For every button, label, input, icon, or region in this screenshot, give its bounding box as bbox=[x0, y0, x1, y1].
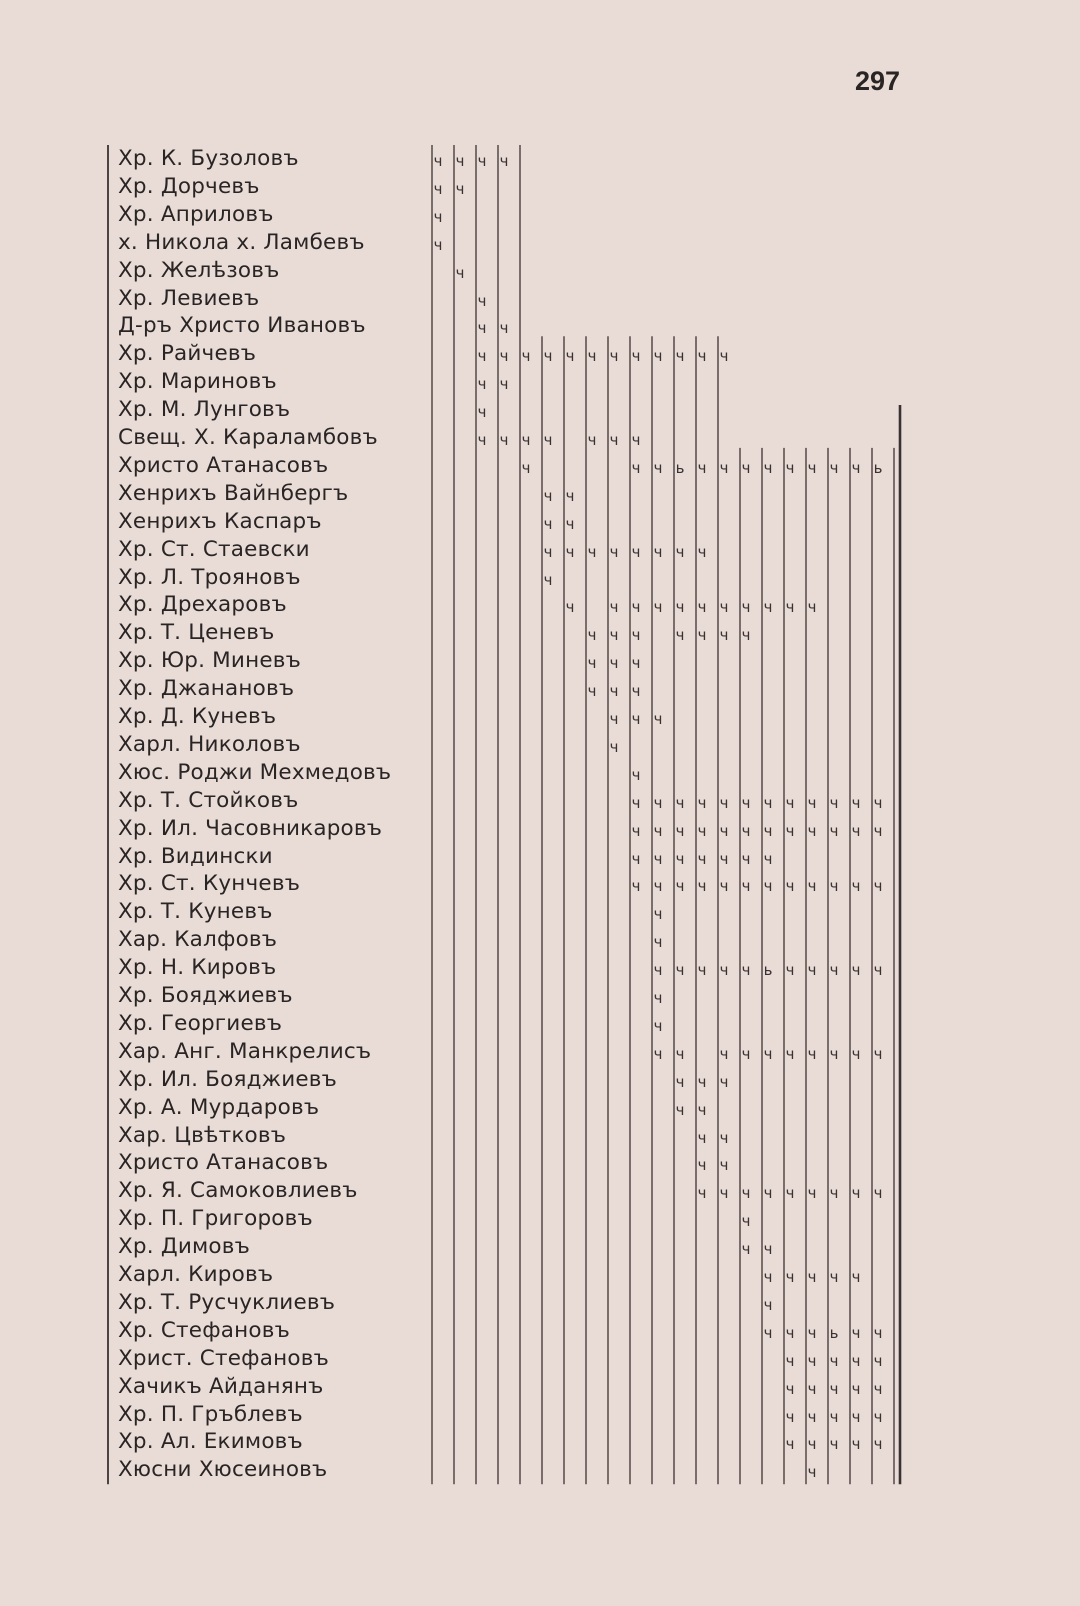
attendance-mark: ч bbox=[829, 793, 839, 812]
attendance-mark: ч bbox=[763, 1240, 773, 1259]
attendance-mark: ч bbox=[807, 961, 817, 980]
attendance-mark: ч bbox=[741, 626, 751, 645]
attendance-mark: ч bbox=[785, 821, 795, 840]
attendance-mark: ч bbox=[719, 626, 729, 645]
attendance-mark: ч bbox=[675, 598, 685, 617]
attendance-mark: ч bbox=[807, 1268, 817, 1286]
person-name: Хачикъ Айданянъ bbox=[118, 1373, 324, 1399]
attendance-mark: ч bbox=[609, 347, 619, 366]
attendance-mark: ч bbox=[433, 207, 443, 226]
attendance-mark: ч bbox=[675, 1100, 685, 1119]
person-name: Хр. Дорчевъ bbox=[118, 173, 260, 199]
person-name: х. Никола х. Ламбевъ bbox=[118, 229, 365, 255]
person-name: Хар. Цвѣтковъ bbox=[118, 1122, 287, 1148]
attendance-mark: ч bbox=[697, 1184, 707, 1203]
attendance-mark: ч bbox=[609, 710, 619, 728]
attendance-mark: ч bbox=[763, 793, 773, 812]
attendance-mark: ч bbox=[851, 1379, 861, 1398]
person-name: Хр. Райчевъ bbox=[118, 341, 257, 367]
attendance-mark: ч bbox=[631, 542, 641, 561]
attendance-mark: ч bbox=[675, 877, 685, 896]
attendance-mark: ч bbox=[785, 458, 795, 477]
attendance-mark: ч bbox=[609, 598, 619, 617]
attendance-mark: ч bbox=[697, 821, 707, 840]
attendance-mark: ч bbox=[807, 1435, 817, 1454]
attendance-mark: ч bbox=[697, 598, 707, 617]
attendance-mark: ч bbox=[807, 1407, 817, 1426]
attendance-mark: ч bbox=[763, 458, 773, 477]
attendance-mark: ч bbox=[873, 1044, 883, 1063]
attendance-mark: ч bbox=[631, 431, 641, 449]
attendance-mark: ч bbox=[565, 542, 575, 561]
attendance-mark: ч bbox=[631, 710, 641, 728]
person-name: Хр. Дрехаровъ bbox=[118, 592, 287, 618]
attendance-mark: ч bbox=[873, 1435, 883, 1454]
attendance-mark: ч bbox=[631, 626, 641, 645]
person-name: Харл. Кировъ bbox=[118, 1262, 274, 1287]
person-name: Хар. Калфовъ bbox=[118, 927, 278, 953]
attendance-mark: ч bbox=[499, 152, 509, 170]
attendance-mark: ч bbox=[829, 1351, 839, 1370]
attendance-mark: ч bbox=[653, 821, 663, 840]
attendance-mark: ч bbox=[609, 626, 619, 645]
attendance-mark: ч bbox=[763, 877, 773, 896]
person-name: Хенрихъ Каспаръ bbox=[118, 508, 322, 534]
attendance-mark: ч bbox=[741, 849, 751, 868]
attendance-mark: ч bbox=[477, 431, 487, 449]
attendance-mark: ч bbox=[455, 179, 465, 198]
attendance-mark: ч bbox=[785, 961, 795, 980]
attendance-mark: ч bbox=[521, 458, 531, 477]
attendance-mark: ч bbox=[719, 1128, 729, 1147]
attendance-mark: ч bbox=[631, 793, 641, 812]
attendance-mark: ч bbox=[785, 1268, 795, 1286]
attendance-mark: ч bbox=[653, 877, 663, 896]
person-name: Хр. Т. Стойковъ bbox=[118, 787, 299, 813]
attendance-mark: ч bbox=[631, 877, 641, 896]
attendance-mark: ч bbox=[873, 1323, 883, 1342]
person-name: Хр. Ил. Бояджиевъ bbox=[118, 1066, 338, 1092]
attendance-mark: ч bbox=[675, 961, 685, 980]
attendance-mark: ч bbox=[697, 1100, 707, 1119]
attendance-mark: ч bbox=[785, 598, 795, 617]
attendance-mark: ь bbox=[829, 1323, 839, 1342]
attendance-mark: ь bbox=[675, 458, 685, 477]
person-name: Хр. Т. Куневъ bbox=[118, 899, 273, 925]
person-name: Хр. Д. Куневъ bbox=[118, 704, 277, 729]
attendance-mark: ч bbox=[741, 793, 751, 812]
attendance-mark: ч bbox=[587, 682, 597, 701]
attendance-mark: ч bbox=[873, 1351, 883, 1370]
attendance-mark: ч bbox=[719, 961, 729, 980]
attendance-mark: ч bbox=[609, 654, 619, 673]
attendance-mark: ч bbox=[785, 1323, 795, 1342]
attendance-mark: ч bbox=[653, 905, 663, 924]
attendance-mark: ч bbox=[455, 152, 465, 170]
attendance-mark: ч bbox=[587, 542, 597, 561]
attendance-mark: ч bbox=[587, 626, 597, 645]
person-name: Хар. Анг. Манкрелисъ bbox=[118, 1038, 372, 1064]
attendance-mark: ч bbox=[873, 961, 883, 980]
attendance-mark: ч bbox=[631, 598, 641, 617]
attendance-mark: ч bbox=[477, 152, 487, 170]
attendance-mark: ч bbox=[631, 682, 641, 701]
attendance-mark: ч bbox=[829, 1184, 839, 1203]
person-name: Христо Атанасовъ bbox=[118, 452, 329, 478]
person-name: Хр. Ст. Стаевски bbox=[118, 536, 310, 562]
attendance-mark: ч bbox=[829, 1435, 839, 1454]
attendance-mark: ч bbox=[873, 1184, 883, 1203]
person-name: Хр. Юр. Миневъ bbox=[118, 648, 302, 674]
attendance-mark: ч bbox=[829, 821, 839, 840]
person-name: Хр. Джанановъ bbox=[118, 676, 295, 702]
attendance-mark: ч bbox=[741, 458, 751, 477]
attendance-mark: ч bbox=[719, 1044, 729, 1063]
person-name: Хр. Ст. Кунчевъ bbox=[118, 871, 301, 897]
attendance-mark: ч bbox=[785, 1351, 795, 1370]
attendance-mark: ч bbox=[675, 1072, 685, 1091]
attendance-mark: ч bbox=[543, 431, 553, 449]
attendance-mark: ч bbox=[741, 1212, 751, 1231]
attendance-mark: ч bbox=[807, 1184, 817, 1203]
attendance-mark: ч bbox=[477, 291, 487, 310]
attendance-mark: ч bbox=[719, 1072, 729, 1091]
attendance-mark: ч bbox=[763, 1295, 773, 1314]
person-name: Хюс. Роджи Мехмедовъ bbox=[118, 759, 392, 785]
attendance-mark: ч bbox=[851, 1407, 861, 1426]
attendance-mark: ч bbox=[741, 1240, 751, 1259]
attendance-mark: ч bbox=[807, 458, 817, 477]
attendance-mark: ч bbox=[631, 654, 641, 673]
attendance-mark: ч bbox=[851, 1323, 861, 1342]
attendance-mark: ч bbox=[741, 961, 751, 980]
attendance-mark: ч bbox=[851, 1268, 861, 1286]
attendance-mark: ч bbox=[741, 1184, 751, 1203]
attendance-mark: ч bbox=[675, 821, 685, 840]
person-name: Хр. П. Григоровъ bbox=[118, 1206, 313, 1232]
attendance-mark: ч bbox=[851, 1044, 861, 1063]
attendance-mark: ч bbox=[697, 347, 707, 366]
attendance-mark: ч bbox=[829, 458, 839, 477]
person-name: Хр. Л. Трояновъ bbox=[118, 564, 301, 590]
attendance-mark: ч bbox=[609, 682, 619, 701]
attendance-mark: ь bbox=[873, 458, 883, 477]
attendance-mark: ч bbox=[653, 793, 663, 812]
attendance-mark: ч bbox=[653, 849, 663, 868]
attendance-mark: ч bbox=[763, 1268, 773, 1286]
attendance-mark: ч bbox=[829, 1407, 839, 1426]
attendance-mark: ч bbox=[653, 710, 663, 728]
attendance-mark: ч bbox=[653, 1016, 663, 1035]
attendance-mark: ч bbox=[653, 961, 663, 980]
attendance-mark: ч bbox=[719, 793, 729, 812]
attendance-mark: ч bbox=[807, 1351, 817, 1370]
person-name: Хр. П. Гръблевъ bbox=[118, 1401, 303, 1427]
attendance-mark: ч bbox=[763, 821, 773, 840]
attendance-mark: ч bbox=[565, 347, 575, 366]
attendance-mark: ч bbox=[829, 1379, 839, 1398]
attendance-mark: ч bbox=[455, 263, 465, 282]
attendance-mark: ч bbox=[763, 849, 773, 868]
attendance-mark: ч bbox=[675, 849, 685, 868]
attendance-mark: ч bbox=[719, 849, 729, 868]
person-name: Хр. Левиевъ bbox=[118, 285, 260, 311]
attendance-mark: ч bbox=[807, 1044, 817, 1063]
attendance-mark: ч bbox=[763, 1323, 773, 1342]
attendance-mark: ч bbox=[763, 1044, 773, 1063]
attendance-mark: ч bbox=[785, 1435, 795, 1454]
person-name: Хр. Т. Ценевъ bbox=[118, 620, 275, 646]
person-name: Хр. Н. Кировъ bbox=[118, 955, 277, 981]
attendance-mark: ч bbox=[697, 1072, 707, 1091]
attendance-mark: ч bbox=[587, 431, 597, 449]
attendance-mark: ч bbox=[807, 1463, 817, 1482]
attendance-mark: ч bbox=[499, 431, 509, 449]
person-name: Хр. Желѣзовъ bbox=[118, 257, 280, 283]
attendance-mark: ч bbox=[521, 347, 531, 366]
person-name: Хр. А. Мурдаровъ bbox=[118, 1094, 320, 1120]
attendance-mark: ч bbox=[631, 765, 641, 784]
attendance-mark: ч bbox=[851, 1435, 861, 1454]
person-name: Хр. Т. Русчуклиевъ bbox=[118, 1289, 336, 1315]
person-name: Д-ръ Христо Ивановъ bbox=[118, 313, 366, 339]
attendance-mark: ч bbox=[543, 542, 553, 561]
attendance-mark: ч bbox=[543, 486, 553, 505]
attendance-mark: ч bbox=[631, 347, 641, 366]
attendance-mark: ч bbox=[719, 458, 729, 477]
attendance-mark: ч bbox=[697, 626, 707, 645]
attendance-mark: ч bbox=[433, 235, 443, 254]
person-name: Хенрихъ Вайнбергъ bbox=[118, 480, 349, 506]
attendance-mark: ч bbox=[807, 821, 817, 840]
attendance-mark: ч bbox=[675, 793, 685, 812]
attendance-mark: ч bbox=[499, 347, 509, 366]
attendance-mark: ч bbox=[653, 933, 663, 952]
attendance-mark: ч bbox=[807, 793, 817, 812]
attendance-mark: ч bbox=[477, 403, 487, 422]
attendance-mark: ч bbox=[807, 877, 817, 896]
attendance-mark: ч bbox=[477, 347, 487, 366]
person-name: Хр. Бояджиевъ bbox=[118, 983, 293, 1008]
attendance-mark: ч bbox=[697, 849, 707, 868]
attendance-mark: ч bbox=[543, 514, 553, 533]
attendance-mark: ч bbox=[675, 1044, 685, 1063]
person-name: Хр. Ил. Часовникаровъ bbox=[118, 815, 383, 841]
attendance-mark: ч bbox=[653, 542, 663, 561]
attendance-mark: ч bbox=[785, 1044, 795, 1063]
attendance-mark: ч bbox=[477, 319, 487, 338]
attendance-mark: ч bbox=[543, 347, 553, 366]
attendance-mark: ч bbox=[675, 347, 685, 366]
attendance-mark: ч bbox=[873, 821, 883, 840]
attendance-mark: ч bbox=[543, 570, 553, 589]
attendance-mark: ч bbox=[565, 598, 575, 617]
attendance-mark: ч bbox=[741, 598, 751, 617]
attendance-mark: ч bbox=[565, 514, 575, 533]
attendance-mark: ч bbox=[785, 1379, 795, 1398]
attendance-mark: ч bbox=[719, 598, 729, 617]
attendance-mark: ч bbox=[873, 877, 883, 896]
attendance-mark: ч bbox=[653, 989, 663, 1007]
person-name: Христо Атанасовъ bbox=[118, 1150, 329, 1176]
person-name: Хр. Георгиевъ bbox=[118, 1010, 283, 1036]
person-name: Свещ. Х. Караламбовъ bbox=[118, 425, 378, 450]
attendance-mark: ч bbox=[609, 431, 619, 449]
page-number: 297 bbox=[855, 66, 901, 96]
person-name: Хр. Видински bbox=[118, 843, 273, 869]
attendance-mark: ч bbox=[499, 375, 509, 394]
attendance-mark: ч bbox=[653, 1044, 663, 1063]
attendance-mark: ч bbox=[807, 1323, 817, 1342]
attendance-mark: ч bbox=[609, 542, 619, 561]
attendance-mark: ч bbox=[829, 1268, 839, 1286]
attendance-mark: ч bbox=[873, 1379, 883, 1398]
attendance-mark: ч bbox=[697, 877, 707, 896]
attendance-mark: ч bbox=[587, 654, 597, 673]
attendance-mark: ч bbox=[807, 598, 817, 617]
attendance-mark: ч bbox=[741, 1044, 751, 1063]
attendance-mark: ч bbox=[763, 598, 773, 617]
attendance-mark: ч bbox=[675, 542, 685, 561]
attendance-mark: ч bbox=[697, 542, 707, 561]
attendance-mark: ч bbox=[851, 877, 861, 896]
person-name: Хр. Ал. Екимовъ bbox=[118, 1429, 303, 1455]
attendance-mark: ч bbox=[807, 1379, 817, 1398]
attendance-mark: ч bbox=[653, 347, 663, 366]
person-name: Хр. Стефановъ bbox=[118, 1317, 291, 1343]
person-name: Хюсни Хюсеиновъ bbox=[118, 1457, 328, 1483]
attendance-mark: ч bbox=[785, 1184, 795, 1203]
person-name: Хр. Я. Самоковлиевъ bbox=[118, 1178, 358, 1204]
attendance-mark: ч bbox=[829, 1044, 839, 1063]
attendance-mark: ч bbox=[609, 737, 619, 756]
attendance-mark: ч bbox=[653, 458, 663, 477]
attendance-mark: ч bbox=[873, 1407, 883, 1426]
attendance-mark: ч bbox=[675, 626, 685, 645]
attendance-mark: ч bbox=[631, 821, 641, 840]
attendance-mark: ч bbox=[763, 1184, 773, 1203]
person-name: Харл. Николовъ bbox=[118, 731, 301, 757]
attendance-mark: ч bbox=[785, 793, 795, 812]
attendance-mark: ч bbox=[851, 961, 861, 980]
attendance-mark: ч bbox=[565, 486, 575, 505]
attendance-mark: ч bbox=[631, 849, 641, 868]
person-name: Хр. К. Бузоловъ bbox=[118, 146, 299, 171]
attendance-mark: ч bbox=[433, 152, 443, 170]
attendance-mark: ч bbox=[719, 1156, 729, 1175]
attendance-mark: ч bbox=[477, 375, 487, 394]
attendance-mark: ч bbox=[697, 793, 707, 812]
person-name: Хр. Априловъ bbox=[118, 201, 274, 227]
attendance-mark: ч bbox=[587, 347, 597, 366]
attendance-mark: ч bbox=[851, 793, 861, 812]
person-name: Христ. Стефановъ bbox=[118, 1345, 329, 1371]
attendance-mark: ч bbox=[653, 598, 663, 617]
attendance-mark: ч bbox=[851, 1184, 861, 1203]
person-name: Хр. Димовъ bbox=[118, 1234, 251, 1260]
attendance-mark: ч bbox=[521, 431, 531, 449]
attendance-mark: ч bbox=[741, 877, 751, 896]
person-name: Хр. Мариновъ bbox=[118, 369, 277, 395]
attendance-mark: ч bbox=[697, 1128, 707, 1147]
attendance-mark: ч bbox=[631, 458, 641, 477]
attendance-mark: ч bbox=[851, 1351, 861, 1370]
attendance-mark: ч bbox=[697, 1156, 707, 1175]
attendance-mark: ч bbox=[719, 877, 729, 896]
attendance-mark: ч bbox=[741, 821, 751, 840]
attendance-mark: ч bbox=[851, 458, 861, 477]
attendance-mark: ч bbox=[433, 179, 443, 198]
attendance-mark: ч bbox=[719, 347, 729, 366]
attendance-mark: ч bbox=[499, 319, 509, 338]
attendance-mark: ч bbox=[719, 821, 729, 840]
attendance-mark: ч bbox=[697, 961, 707, 980]
attendance-mark: ч bbox=[719, 1184, 729, 1203]
attendance-mark: ч bbox=[829, 877, 839, 896]
attendance-mark: ч bbox=[785, 1407, 795, 1426]
attendance-mark: ч bbox=[851, 821, 861, 840]
attendance-mark: ь bbox=[763, 961, 773, 980]
attendance-mark: ч bbox=[829, 961, 839, 980]
attendance-mark: ч bbox=[873, 793, 883, 812]
attendance-mark: ч bbox=[697, 458, 707, 477]
person-name: Хр. М. Лунговъ bbox=[118, 397, 291, 423]
attendance-mark: ч bbox=[785, 877, 795, 896]
